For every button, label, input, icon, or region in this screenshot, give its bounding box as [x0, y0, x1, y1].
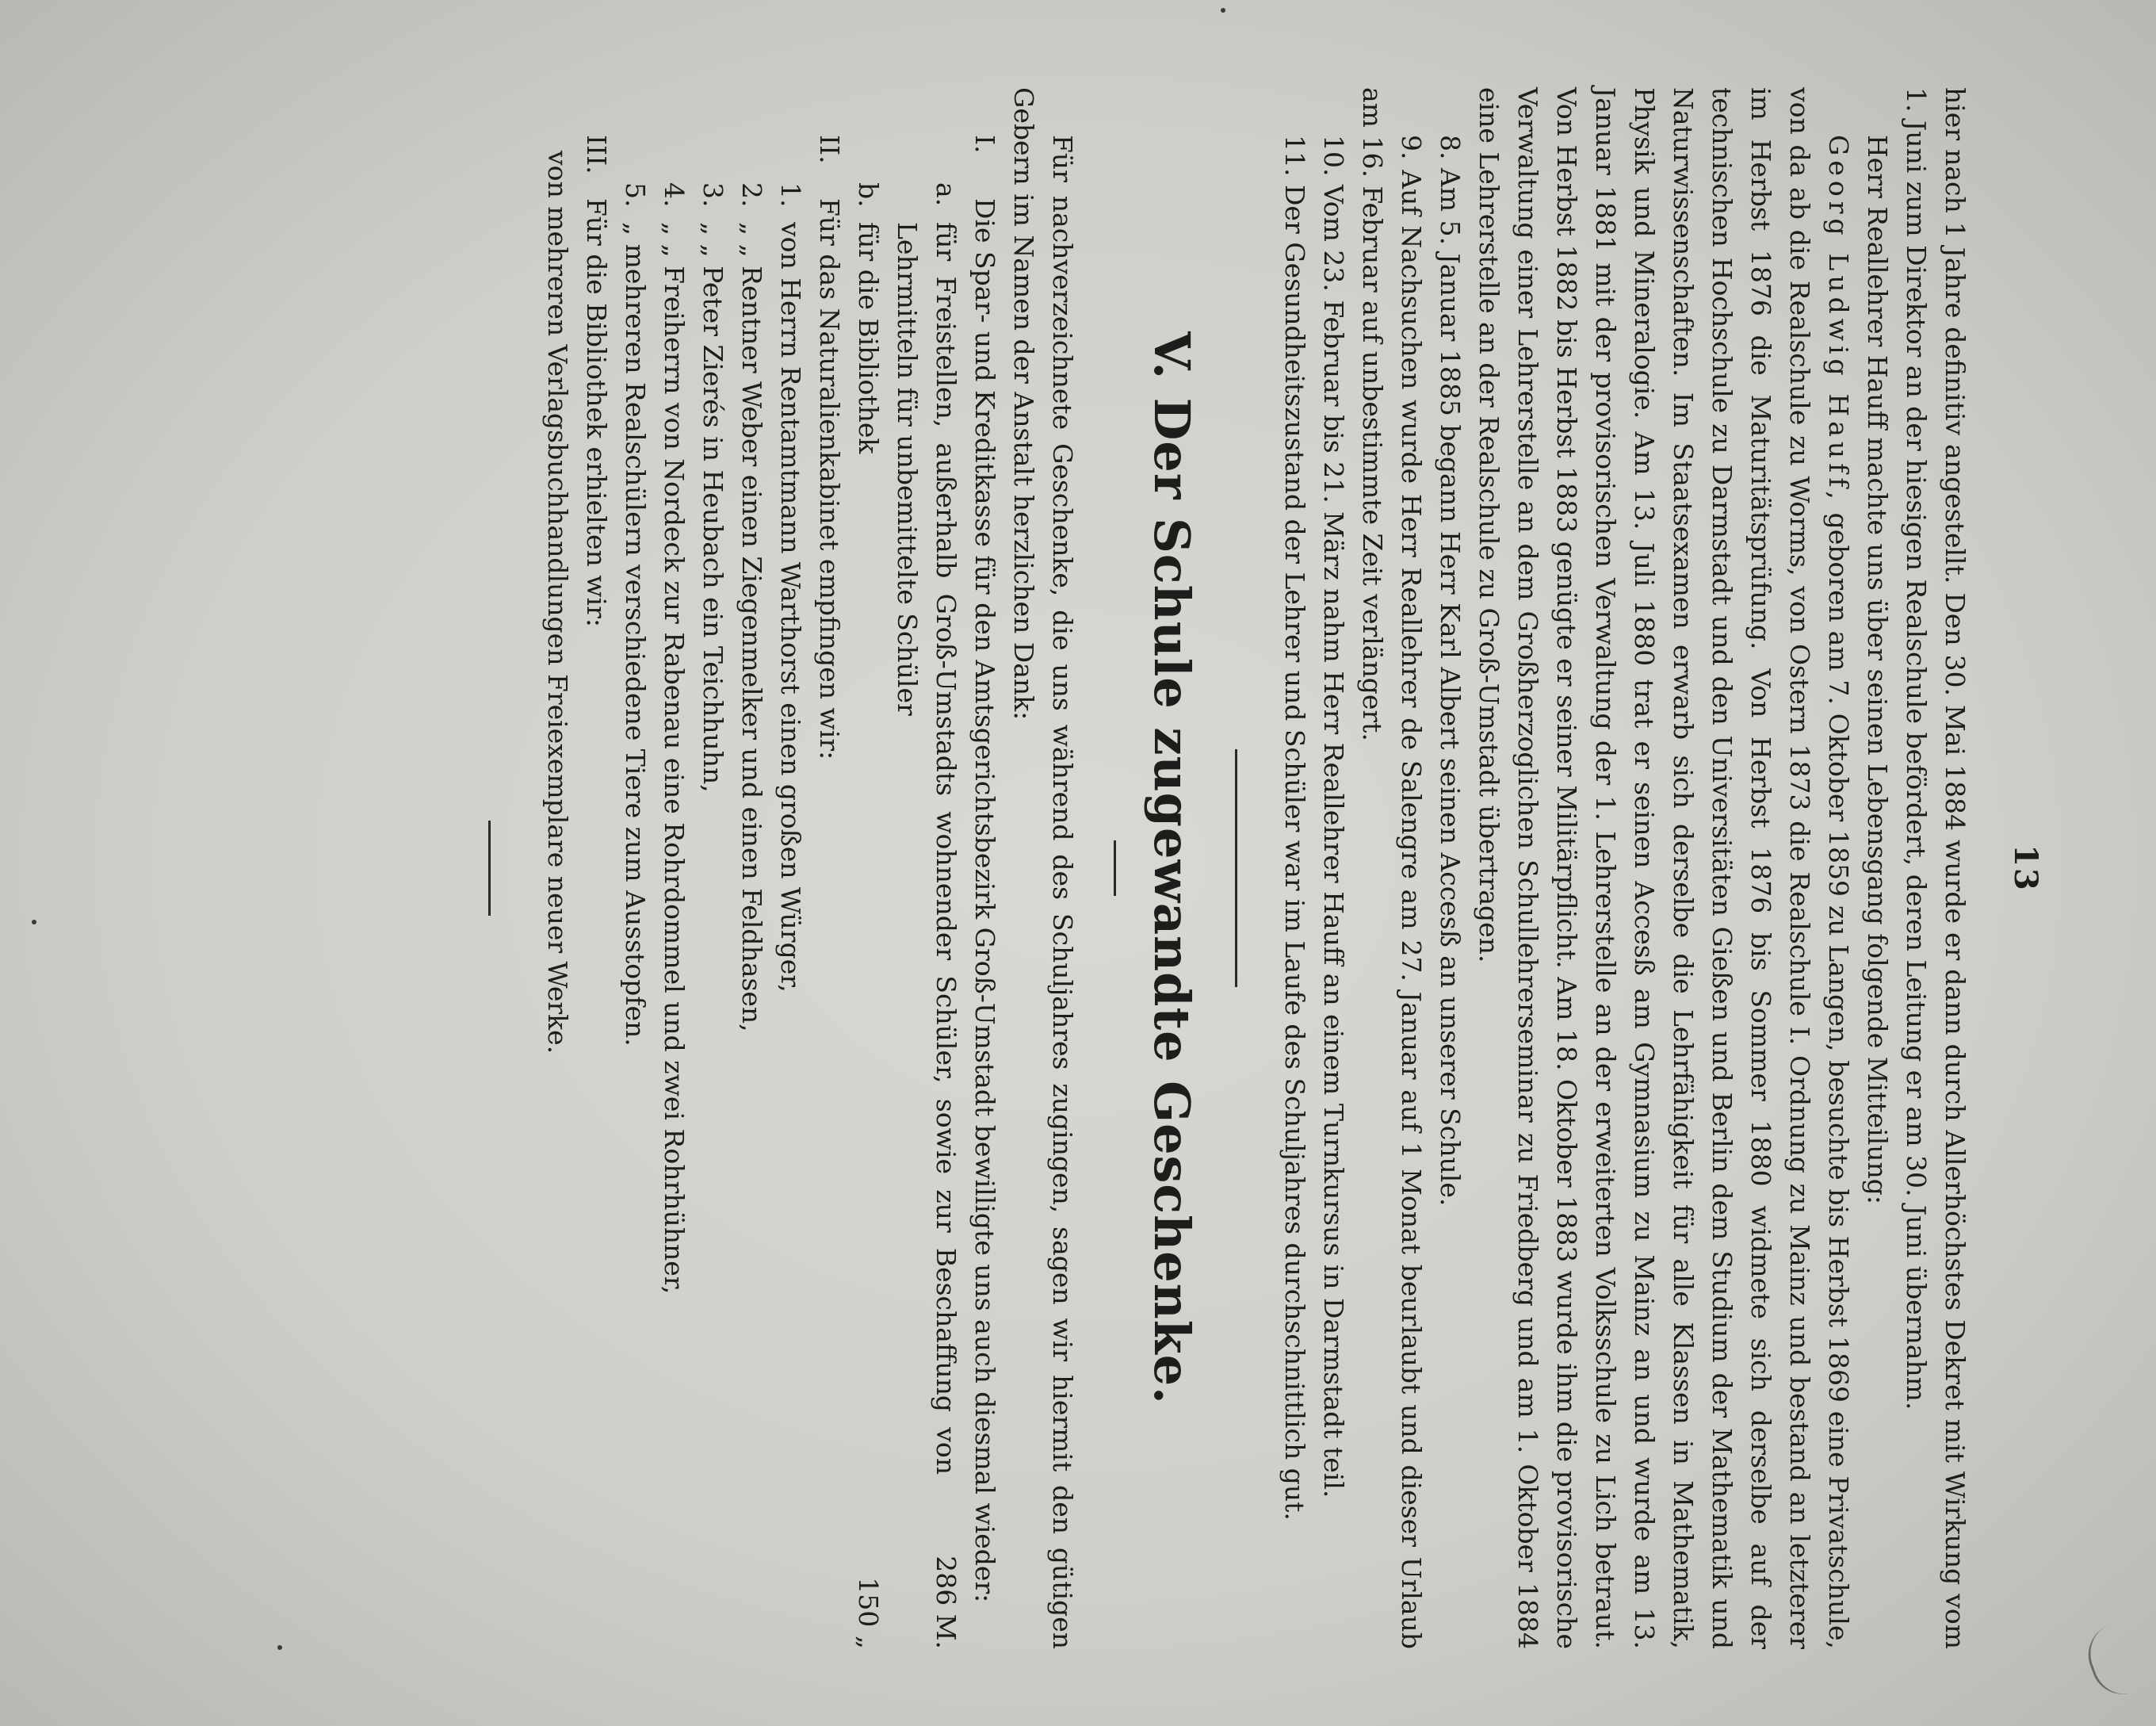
amount: 286 M. [931, 1556, 961, 1649]
subitem-label: a. [931, 182, 961, 207]
item-11: 11. Der Gesundheitszustand der Lehrer und Schüler war im Laufe des Schuljahres durchschnittlich gut. [1279, 135, 1310, 1521]
group-text: Für die Bibliothek erhielten wir: [581, 198, 612, 627]
subitem-text: für Freistellen, außerhalb Groß-Umstadts wohnender Schüler, sowie zur Beschaffung von Lehrmitteln für unbemittelte Schüler [892, 222, 961, 1475]
document-page [63, 24, 2093, 1705]
subitem-label: 2. [736, 182, 767, 208]
section-divider [1235, 749, 1237, 987]
group-text: Für das Naturalienkabinet empfingen wir: [814, 198, 845, 760]
amount: 150 „ [853, 1577, 884, 1649]
ink-speck [32, 920, 36, 924]
paragraph-appointment: hier nach 1 Jahre definitiv angestellt. Den 30. Mai 1884 wurde er dann durch Allerhöchstes Dekret mit Wirkung vom 1. Juni zum Direktor an der hiesigen Realschule befördert, deren Leitung er am 30. Juni übernahm. [1901, 87, 1971, 1649]
gift-item-a [888, 182, 965, 1649]
item-9: 9. Auf Nachsuchen wurde Herr Reallehrer de Salengre am 27. Januar auf 1 Monat beurlaubt und dieser Urlaub am 16. Februar auf unbestimmte Zeit verlängert. [1357, 87, 1427, 1649]
gift-group-i [965, 135, 1004, 1649]
paragraph-hauff-biography [1470, 87, 1858, 1649]
subitem-text: „ „ Freiherrn von Nordeck zur Rabenau eine Rohrdommel und zwei Rohrhühner, [659, 222, 690, 1295]
list-item [771, 182, 810, 1649]
item-8: 8. Am 5. Januar 1885 begann Herr Karl Albert seinen Accesß an unserer Schule. [1435, 135, 1466, 1207]
paragraph-hauff-intro: Herr Reallehrer Hauff machte uns über seinen Lebensgang folgende Mitteilung: [1862, 135, 1893, 1205]
subitem-text: „ mehreren Realschülern verschiedene Tiere zum Ausstopfen. [620, 222, 651, 1047]
group-label: III. [581, 135, 612, 174]
subitem-text: von Herrn Rentamtmann Warthorst einen großen Würger, [775, 222, 806, 993]
gifts-list [538, 135, 1004, 1649]
group-label: II. [814, 135, 845, 164]
item-10: 10. Vom 23. Februar bis 21. März nahm Herr Reallehrer Hauff an einem Turnkursus in Darmstadt teil. [1318, 135, 1349, 1498]
end-divider [488, 821, 491, 916]
subitem-label: 1. [775, 182, 806, 208]
subitem-row [888, 222, 965, 1649]
biography-text: geboren am 7. Oktober 1859 zu Langen, besuchte bis Herbst 1869 eine Privatschule, von da ab die Realschule zu Worms, von Ostern 1873 die Realschule I. Ordnung zu Mainz und bestand an letzterer im Herbst 1876 die Maturitätsprüfung. Von Herbst 1876 bis Sommer 1880 widmete sich derselbe auf der technischen Hochschule zu Darmstadt und den Universitäten Gießen und Berlin dem Studium der Mathematik und Naturwissenschaften. Im Staatsexamen erwarb sich derselbe die Lehrfähigkeit für alle Klassen in Mathematik, Physik und Mineralogie. Am 13. Juli 1880 trat er seinen Accesß am Gymnasium zu Mainz an und wurde am 13. Januar 1881 mit der provisorischen Verwaltung der 1. Lehrerstelle an der erweiterten Volksschule zu Lich betraut. Von Herbst 1882 bis Herbst 1883 genügte er seiner Militärpflicht. Am 18. Oktober 1883 wurde ihm die provisorische Verwaltung einer Lehrerstelle an dem Großherzoglichen Schullehrerseminar zu Friedberg und am 1. Oktober 1884 eine Lehrerstelle an der Realschule zu Groß-Umstadt übertragen. [1474, 87, 1854, 1649]
ink-speck [1221, 8, 1225, 13]
gift-group-ii [810, 135, 849, 1649]
subitem-label: 5. [620, 182, 651, 208]
person-name: Georg Ludwig Hauff, [1823, 135, 1854, 504]
gift-iii-detail: von mehreren Verlagsbuchhandlungen Freiexemplare neuer Werke. [542, 151, 573, 1054]
group-text: Die Spar- und Kreditkasse für den Amtsgerichtsbezirk Groß-Umstadt bewilligte uns auch diesmal wieder: [969, 198, 1000, 1603]
subitem-label: b. [853, 182, 884, 208]
subitem-text: für die Bibliothek [853, 222, 884, 454]
subitem-text: „ „ Rentner Weber einen Ziegenmelker und einen Feldhasen, [736, 222, 767, 1032]
gifts-intro: Für nachverzeichnete Geschenke, die uns während des Schuljahres zugingen, sagen wir hiermit den gütigen Gebern im Namen der Anstalt herzlichen Dank: [1008, 87, 1078, 1649]
subitem-text: „ „ Peter Zierés in Heubach ein Teichhuhn, [698, 222, 728, 793]
gift-group-i-subitems [849, 182, 965, 1649]
heading-underline [1114, 840, 1116, 896]
list-item [616, 182, 655, 1649]
list-item [655, 182, 694, 1649]
subitem-row [849, 222, 888, 1649]
subitem-label: 4. [659, 182, 690, 208]
gift-group-iii [577, 135, 616, 1649]
gift-item-b [849, 182, 888, 1649]
subitem-label: 3. [698, 182, 728, 208]
section-heading: V. Der Schule zugewandte Geschenke. [1143, 331, 1201, 1405]
list-item [694, 182, 732, 1649]
group-label: I. [969, 135, 1000, 154]
gift-group-ii-subitems [616, 182, 810, 1649]
list-item [732, 182, 771, 1649]
page-number: 13 [2007, 844, 2044, 892]
